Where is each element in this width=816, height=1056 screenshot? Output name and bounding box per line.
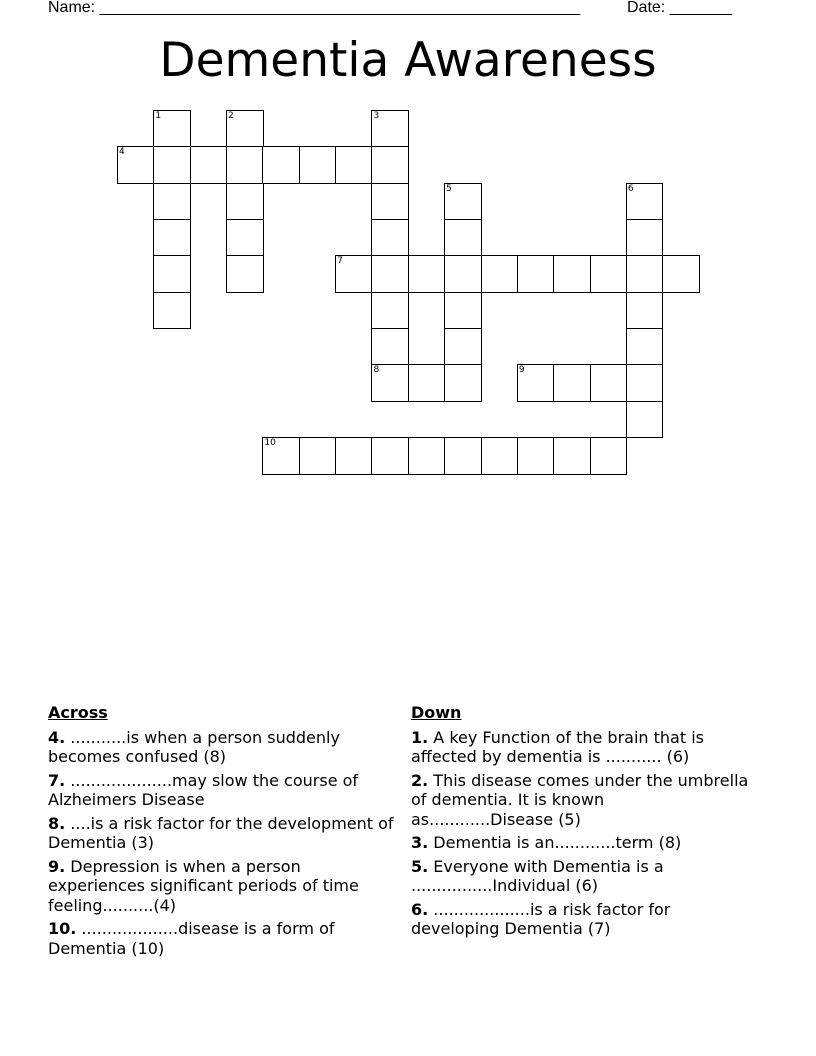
grid-cell[interactable] (153, 219, 191, 257)
grid-cell[interactable] (226, 110, 264, 148)
grid-cell[interactable] (153, 255, 191, 293)
across-clues (48, 703, 400, 962)
grid-cell[interactable] (371, 364, 409, 402)
across-clue (48, 728, 400, 767)
grid-cell[interactable] (662, 255, 700, 293)
clue-number: 2. (411, 770, 429, 790)
clue-text: ...................disease is a form of Dementia (10) (48, 919, 335, 958)
grid-cell[interactable] (335, 146, 373, 184)
grid-cell[interactable] (335, 437, 373, 475)
clue-text: This disease comes under the umbrella of dementia. It is known as............Disease (5) (411, 770, 749, 829)
grid-cell[interactable] (444, 183, 482, 221)
grid-cell[interactable] (553, 364, 591, 402)
grid-cell[interactable] (626, 328, 664, 366)
clue-number: 8. (48, 813, 66, 833)
grid-cell[interactable] (371, 255, 409, 293)
grid-cell[interactable] (553, 255, 591, 293)
grid-cell[interactable] (371, 219, 409, 257)
grid-cell[interactable] (262, 437, 300, 475)
grid-cell[interactable] (626, 183, 664, 221)
grid-cell[interactable] (371, 328, 409, 366)
down-clue (411, 728, 751, 767)
grid-cell[interactable] (371, 437, 409, 475)
grid-cell[interactable] (153, 292, 191, 330)
grid-cell[interactable] (226, 255, 264, 293)
grid-cell[interactable] (335, 255, 373, 293)
name-field-line: Name: ______________________________________________________ (48, 0, 581, 16)
grid-cell[interactable] (590, 255, 628, 293)
grid-cell[interactable] (153, 146, 191, 184)
grid-cell[interactable] (444, 328, 482, 366)
clue-text: ...................is a risk factor for developing Dementia (7) (411, 899, 671, 938)
grid-cell[interactable] (626, 364, 664, 402)
grid-cell[interactable] (371, 183, 409, 221)
clue-text: Dementia is an............term (8) (428, 833, 682, 852)
clue-number: 6. (411, 899, 429, 919)
clue-number: 9. (48, 856, 66, 876)
grid-cell[interactable] (444, 292, 482, 330)
across-clue (48, 771, 400, 810)
grid-cell[interactable] (481, 437, 519, 475)
grid-cell[interactable] (590, 437, 628, 475)
cell-number: 7 (337, 256, 343, 267)
clue-text: Depression is when a person experiences significant periods of time feeling..........(4) (48, 856, 359, 915)
clue-number: 4. (48, 727, 66, 747)
grid-cell[interactable] (481, 255, 519, 293)
grid-cell[interactable] (371, 146, 409, 184)
clue-text: ....is a risk factor for the development of Dementia (3) (48, 813, 394, 852)
cell-number: 10 (264, 438, 276, 449)
across-clue (48, 919, 400, 958)
clue-number: 10. (48, 919, 77, 938)
grid-cell[interactable] (517, 437, 555, 475)
clue-number: 3. (411, 833, 429, 852)
down-clue (411, 900, 751, 939)
grid-cell[interactable] (153, 110, 191, 148)
grid-cell[interactable] (590, 364, 628, 402)
crossword-grid (0, 0, 816, 480)
down-clue (411, 771, 751, 830)
down-heading: Down (411, 703, 462, 722)
cell-number: 3 (373, 111, 380, 121)
clue-number: 5. (411, 856, 429, 876)
cell-number: 8 (373, 365, 380, 376)
clue-text: ...........is when a person suddenly becomes confused (8) (48, 727, 340, 766)
grid-cell[interactable] (299, 437, 337, 475)
cell-number: 1 (155, 111, 162, 121)
grid-cell[interactable] (444, 219, 482, 257)
grid-cell[interactable] (626, 401, 664, 439)
grid-cell[interactable] (626, 255, 664, 293)
grid-cell[interactable] (117, 146, 155, 184)
across-heading: Across (48, 703, 108, 722)
grid-cell[interactable] (626, 219, 664, 257)
grid-cell[interactable] (408, 437, 446, 475)
grid-cell[interactable] (226, 219, 264, 257)
cell-number: 6 (627, 183, 634, 194)
down-clues (411, 703, 751, 943)
grid-cell[interactable] (371, 110, 409, 148)
across-clue (48, 857, 400, 916)
grid-cell[interactable] (408, 364, 446, 402)
grid-cell[interactable] (553, 437, 591, 475)
grid-cell[interactable] (408, 255, 446, 293)
grid-cell[interactable] (153, 183, 191, 221)
cell-number: 5 (446, 183, 452, 194)
grid-cell[interactable] (626, 292, 664, 330)
clue-number: 7. (48, 770, 66, 790)
clue-number: 1. (411, 727, 429, 747)
grid-cell[interactable] (371, 292, 409, 330)
grid-cell[interactable] (444, 255, 482, 293)
grid-cell[interactable] (262, 146, 300, 184)
grid-cell[interactable] (517, 364, 555, 402)
date-field-line: Date: _______ (627, 0, 732, 16)
grid-cell[interactable] (444, 364, 482, 402)
clue-text: ....................may slow the course of Alzheimers Disease (48, 770, 359, 809)
cell-number: 2 (228, 111, 234, 121)
clue-text: A key Function of the brain that is affected by dementia is ........... (6) (411, 727, 704, 766)
down-clue (411, 857, 751, 896)
grid-cell[interactable] (226, 146, 264, 184)
grid-cell[interactable] (190, 146, 228, 184)
across-clue (48, 814, 400, 853)
grid-cell[interactable] (444, 437, 482, 475)
cell-number: 9 (518, 365, 525, 376)
down-clue (411, 833, 751, 853)
clue-text: Everyone with Dementia is a ................Individual (6) (411, 856, 664, 895)
grid-cell[interactable] (226, 183, 264, 221)
page-title: Dementia Awareness (159, 33, 657, 88)
grid-cell[interactable] (299, 146, 337, 184)
grid-cell[interactable] (517, 255, 555, 293)
cell-number: 4 (119, 147, 125, 158)
